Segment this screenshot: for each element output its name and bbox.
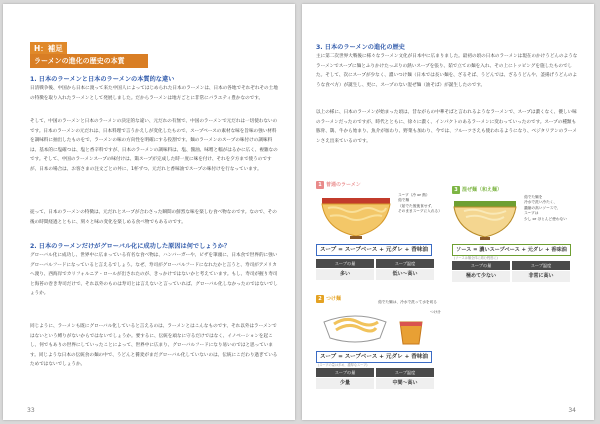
diagram-3-title [452, 186, 502, 194]
diagram-2-col-amount: スープの量 [316, 368, 374, 377]
section-title: ラーメンの進化の歴史の本質 [30, 54, 148, 68]
diagram-2-label: つけ麺 [326, 296, 342, 302]
paragraph-4: グローバル化に成功し、世界中に広まっている有名な食べ物は、ハンバーガーや、ピザを筆頭に、日本食で世界的に強いグローバルフードになっていると言えるでしょう。なぜ、寿司がグローバルフードになれたかと言うと、寿司がアメリカへ渡り、西海岸でカリフォルニア・ロールが出されたのが、きっかけではないかと考えています。もし、寿司が握り寿司と海苔の巻き寿司だけで、それ以外のものは寿司とは言えないと言っていれば、グローバル化しなかったのではないでしょうか。 [30, 253, 278, 297]
diagram-3-label: 混ぜ麺（和え麺） [462, 187, 503, 193]
page-number: 34 [568, 407, 576, 414]
diagram-1-tag-2: 茹で麺 [398, 198, 410, 203]
diagram-3-val-amount: 極めて少ない [452, 271, 510, 282]
diagram-1-label: 普通のラーメン [326, 182, 361, 188]
section-badge: H：補足 [30, 42, 67, 55]
diagram-3-formula: ソース = 濃いスープベース + 元ダレ + 香味油 [452, 244, 571, 256]
diagram-2-val-temp: 中間〜高い [376, 378, 434, 389]
diagram-2-title [316, 295, 341, 303]
right-page [302, 4, 594, 420]
dipping-sauce-cup-icon [398, 320, 424, 346]
diagram-2-formula: スープ = スープベース + 元ダレ + 香味油 [316, 351, 432, 363]
diagram-1-tag-1: スープ（冷 or 熱） [398, 193, 430, 197]
diagram-1-val-temp: 低い〜高い [376, 269, 434, 280]
paragraph-6: 主に第二次世界大戦後に様々なラーメン文化が日本中に広まりました。最初の頃の日本のラーメンは現在のかけうどんのようなラーメンでスープに麺とふりかけたっぷりの熱いスープを張り、茹で立ての麺を入れ、その上にトッピングを施したものでした。そして、次にスープが少なく、濃いつけ麺（日本では長い麺を、ざるそば、うどんでは、ざるうどんや、釜揚げうどんのような食べ方）が誕生し、更に、スープのない混ぜ麺（油そば）が誕生したのです。 [316, 54, 578, 88]
left-page [3, 4, 295, 420]
diagram-1-val-amount: 多い [316, 269, 374, 280]
diagram-3-col-temp: スープ温度 [512, 261, 570, 270]
diagram-3-val-temp: 非常に高い [512, 271, 570, 282]
diagram-1-tags [398, 193, 442, 215]
diagram-3-tag-3: 濃縮の高いソースで、 [524, 205, 561, 210]
heading-1: 1. 日本のラーメンと日本のラーメンの本質的な違い [30, 76, 175, 83]
diagram-3-tag-5: 少し or ほとんど使わない [524, 216, 567, 221]
tsukemen-plate-icon [320, 308, 390, 348]
paragraph-2: そして、中国のラーメンと日本のラーメンの決定的な違い、元だれの有無で、中国のラーメンで元だれは一切使わないのです。日本のラーメンの元だれは、日本料理で言うかえしが変化したもので、スープベースの素材な味を旨味の強い材料を調味料に抽出したものをで、ラーメンの味の方向性を明確にする役割です。麺のラーメンのスープの味付けの調味料は、基本的に塩確つは、塩と香辛料ですが、日本のラーメンの調味料は、塩、醤油、味噌と幅がはるかに広く、複雑なのです。そして、中国のラーメンスープの味付けは、鶏スープが完成した時一度に味を付け、それを夕方まで使うのですが、日本の場合は、お客さまの注文ごとの丼に、1杯ずつ、元だれと香味油でスープの味付けを行なっています。 [30, 119, 278, 172]
diagram-1-col-temp: スープ温度 [376, 259, 434, 268]
paragraph-7: 以上の様に、日本のラーメンが始まった頃は、昔ながらの中華そばと言われるようなラーメンで、スープは濃くなく、優しい味のラーメンだったのですが、時代とともに、徐々に濃く、インパクトのあるラーメンに変わっていったのです。スープの種類も豚骨、鶏、牛から始まり、魚介が加わり、野菜も加わり、今では、フルーツさえも使われるようになり、ベジタリアンのラーメンさえ出来ているのです。 [316, 110, 577, 144]
diagram-3-tag-1: 茹でた麺を [524, 195, 543, 199]
diagram-2-formula-note: (スープの量は多め、濃厚なスープ) [318, 363, 368, 367]
diagram-2-tag-1: 茹でた麺は、冷水で洗って水を切る [378, 300, 437, 304]
diagram-1-tag-4: そのままスープに入れる） [398, 209, 442, 214]
diagram-1-number: 1 [316, 181, 324, 189]
paragraph-1: 日清戦争後、中国から日本に渡って来た中国人によってはじめられた日本のラーメンは、日本の各地でそれぞれその土地の特徴を取り入れたラーメンとして発展しました。だからラーメンは地方ごとに非常にバラエティ豊かなのです。 [30, 86, 278, 101]
diagram-2-number: 2 [316, 295, 324, 303]
diagram-3-number: 3 [452, 186, 460, 194]
diagram-3-tags [524, 195, 567, 222]
diagram-2-col-temp: スープ温度 [376, 368, 434, 377]
mazemen-bowl-icon [450, 197, 520, 243]
diagram-3-formula-note: (ソースは麺全体に絡む程度に) [454, 256, 498, 260]
diagram-2-tag-2: つけ汁 [430, 310, 442, 314]
ramen-bowl-icon [316, 192, 396, 242]
page-number: 33 [27, 407, 35, 414]
diagram-1-col-amount: スープの量 [316, 259, 374, 268]
diagram-3-tag-2: 冷水で洗い冷たく、 [524, 200, 558, 205]
diagram-3-tag-4: スープは [524, 211, 539, 216]
heading-2: 2. 日本のラーメンだけがグローバル化に成功した原因は何でしょうか？ [30, 243, 231, 250]
paragraph-3: 従って、日本のラーメンの特徴は、元だれとスープが合わさった瞬間の鮮烈な味を楽しむ食べ物なのです。なので、その後の時間経過とともに、刻々と味の変化を楽しめる食べ物でもあるのです。 [30, 210, 277, 225]
diagram-1-title [316, 181, 361, 189]
diagram-3-col-amount: スープの量 [452, 261, 510, 270]
paragraph-5: 同じように、ラーメンも既にグローバル化していると言えるのは、ラーメンとはこんなものです、それ以外はラーメンではないという縛りがないからではないでしょうか。要するに、伝統を頑なに守るだけではなく、イノベーションを起こし、何でもありの世界にしていったことによって、世界中に広まり、グローバルフードになり易いのではと思っています。同じような日本の伝統食の麺の中で、うどんと蕎麦がまだグローバル化していないのは、伝統にこだわり過ぎているためではないでしょうか。 [30, 324, 278, 368]
diagram-1-formula: スープ = スープベース + 元ダレ + 香味油 [316, 244, 432, 256]
diagram-2-val-amount: 少量 [316, 378, 374, 389]
heading-3: 3. 日本のラーメンの進化の歴史 [316, 44, 405, 51]
diagram-1-tag-3: （茹でた後後食せず、 [398, 203, 435, 208]
